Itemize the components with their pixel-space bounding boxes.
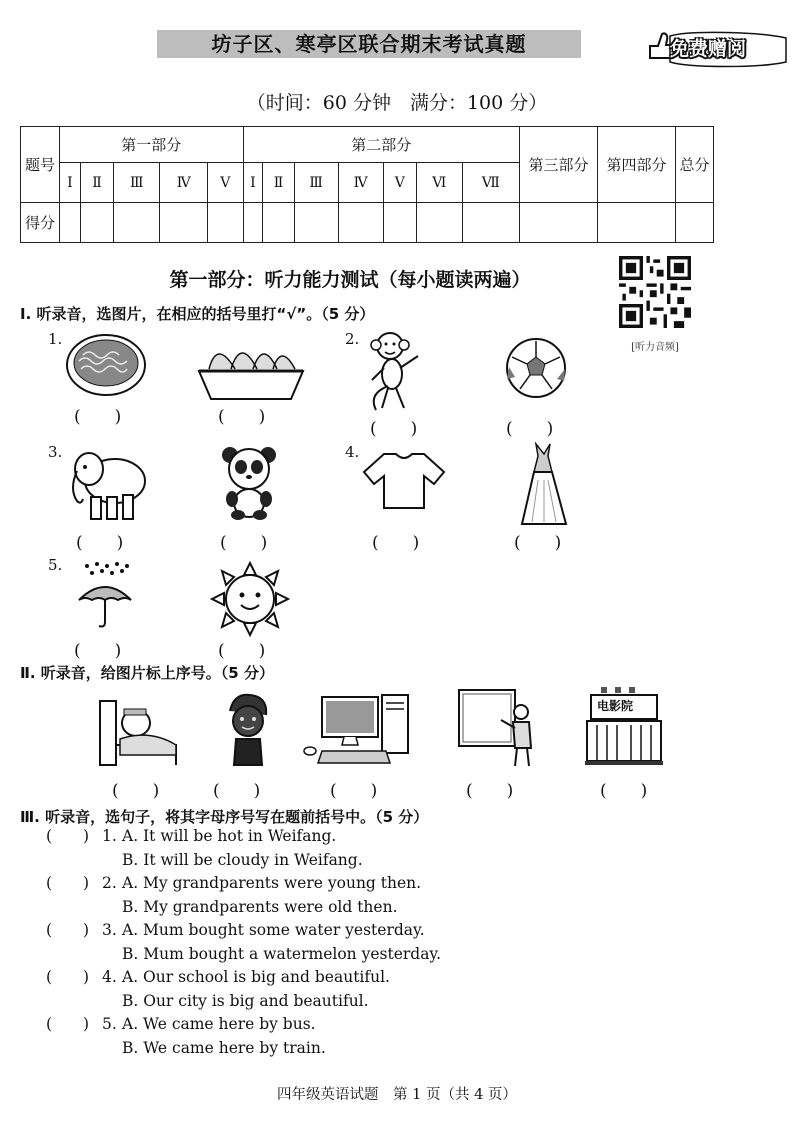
black-face-person-picture	[222, 693, 272, 767]
exam-time-and-score: （时间：60 分钟 满分：100 分）	[246, 92, 548, 114]
option-a: A. It will be hot in Weifang.	[122, 827, 337, 845]
answer-paren[interactable]: ( )	[46, 921, 90, 939]
free-gift-badge	[640, 28, 790, 68]
elephant-picture	[65, 443, 151, 523]
part2-col: Ⅵ	[417, 163, 462, 203]
option-b: B. It will be cloudy in Weifang.	[122, 850, 363, 869]
part-one-heading: 第一部分：听力能力测试（每小题读两遍）	[169, 269, 531, 291]
question-number: 1.	[102, 827, 117, 845]
score-cell[interactable]	[243, 203, 263, 243]
part2-col: Ⅲ	[294, 163, 338, 203]
answer-paren[interactable]: ( )	[112, 781, 160, 801]
question-number: 2.	[345, 330, 360, 348]
part4-header: 第四部分	[598, 127, 676, 203]
answer-paren[interactable]: ( )	[46, 874, 90, 892]
t-shirt-picture	[362, 450, 446, 510]
part1-col: Ⅲ	[114, 163, 160, 203]
question-number: 5.	[48, 556, 63, 574]
score-label: 得分	[21, 203, 60, 243]
question-block	[46, 825, 566, 1060]
score-cell[interactable]	[462, 203, 520, 243]
teacher-blackboard-picture	[453, 686, 543, 770]
option-a: A. My grandparents were young then.	[122, 874, 422, 892]
score-cell[interactable]	[263, 203, 295, 243]
question-line	[46, 872, 566, 896]
option-a: A. We came here by bus.	[122, 1015, 316, 1033]
total-header: 总分	[676, 127, 714, 203]
score-cell[interactable]	[338, 203, 383, 243]
answer-paren[interactable]: ( )	[218, 641, 266, 661]
football-picture	[505, 337, 567, 399]
answer-paren[interactable]: ( )	[600, 781, 648, 801]
monkey-picture	[360, 328, 432, 413]
question-number: 3.	[102, 921, 117, 939]
section3-title: Ⅲ. 听录音，选句子，将其字母序号写在题前括号中。（5 分）	[20, 808, 429, 826]
score-cell[interactable]	[383, 203, 416, 243]
answer-paren[interactable]: ( )	[506, 419, 554, 439]
score-cell[interactable]	[294, 203, 338, 243]
answer-paren[interactable]: ( )	[46, 827, 90, 845]
option-b: B. My grandparents were old then.	[122, 897, 398, 916]
score-cell[interactable]	[676, 203, 714, 243]
answer-paren[interactable]: ( )	[372, 533, 420, 553]
part2-col: Ⅴ	[383, 163, 416, 203]
sunny-picture	[212, 563, 288, 635]
answer-paren[interactable]: ( )	[370, 419, 418, 439]
question-number: 5.	[102, 1015, 117, 1033]
dumplings-picture	[195, 335, 307, 403]
question-number: 3.	[48, 443, 63, 461]
score-cell[interactable]	[160, 203, 208, 243]
question-line	[46, 825, 566, 849]
score-cell[interactable]	[60, 203, 81, 243]
panda-picture	[220, 445, 278, 521]
question-number-label: 题号	[21, 127, 60, 203]
sick-in-bed-picture	[96, 695, 180, 771]
question-number: 2.	[102, 874, 117, 892]
dress-picture	[518, 440, 570, 528]
score-cell[interactable]	[520, 203, 598, 243]
answer-paren[interactable]: ( )	[514, 533, 562, 553]
section2-title: Ⅱ. 听录音，给图片标上序号。（5 分）	[20, 664, 274, 682]
noodles-picture	[65, 333, 147, 398]
answer-paren[interactable]: ( )	[74, 407, 122, 427]
question-number: 1.	[48, 330, 63, 348]
part2-col: Ⅰ	[243, 163, 263, 203]
part3-header: 第三部分	[520, 127, 598, 203]
answer-paren[interactable]: ( )	[213, 781, 261, 801]
part1-col: Ⅱ	[80, 163, 113, 203]
question-line	[46, 919, 566, 943]
part2-col: Ⅱ	[263, 163, 295, 203]
score-cell[interactable]	[598, 203, 676, 243]
part2-col: Ⅳ	[338, 163, 383, 203]
section1-title: Ⅰ. 听录音，选图片，在相应的括号里打“√”。（5 分）	[20, 305, 375, 323]
part1-col: Ⅳ	[160, 163, 208, 203]
computer-picture	[300, 693, 415, 769]
option-a: A. Our school is big and beautiful.	[122, 968, 390, 986]
question-number: 4.	[102, 968, 117, 986]
question-line	[46, 1013, 566, 1037]
answer-paren[interactable]: ( )	[74, 641, 122, 661]
part2-header: 第二部分	[243, 127, 519, 163]
option-b: B. Our city is big and beautiful.	[122, 991, 369, 1010]
score-cell[interactable]	[208, 203, 243, 243]
rainy-picture	[75, 560, 135, 630]
answer-paren[interactable]: ( )	[46, 1015, 90, 1033]
cinema-sign-label: 电影院	[597, 699, 634, 713]
option-b: B. Mum bought a watermelon yesterday.	[122, 944, 442, 963]
exam-title: 坊子区、寒亭区联合期末考试真题	[157, 30, 581, 58]
part1-header: 第一部分	[60, 127, 244, 163]
score-cell[interactable]	[80, 203, 113, 243]
score-cell[interactable]	[114, 203, 160, 243]
score-cell[interactable]	[417, 203, 462, 243]
page-footer: 四年级英语试题 第 1 页（共 4 页）	[277, 1087, 517, 1103]
answer-paren[interactable]: ( )	[76, 533, 124, 553]
score-table	[20, 126, 714, 243]
question-number: 4.	[345, 443, 360, 461]
answer-paren[interactable]: ( )	[220, 533, 268, 553]
qr-caption: [听力音频]	[631, 342, 679, 353]
qr-code-icon[interactable]	[619, 256, 691, 328]
answer-paren[interactable]: ( )	[46, 968, 90, 986]
option-a: A. Mum bought some water yesterday.	[122, 921, 425, 939]
answer-paren[interactable]: ( )	[466, 781, 514, 801]
badge-label: 免费赠阅	[670, 38, 747, 60]
question-line	[46, 966, 566, 990]
answer-paren[interactable]: ( )	[330, 781, 378, 801]
option-b: B. We came here by train.	[122, 1038, 326, 1057]
answer-paren[interactable]: ( )	[218, 407, 266, 427]
part2-col: Ⅶ	[462, 163, 520, 203]
part1-col: Ⅴ	[208, 163, 243, 203]
part1-col: Ⅰ	[60, 163, 81, 203]
